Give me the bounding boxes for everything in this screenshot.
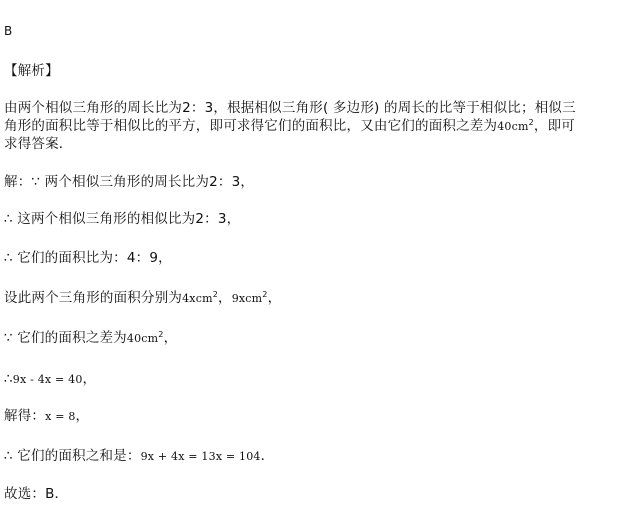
intro-line-2-tail: ，即可 (533, 118, 575, 134)
area-difference-value: 40cm (497, 120, 529, 133)
step-6-tail: ， (82, 371, 97, 387)
solution-step-3: ∴ 它们的面积比为：4：9， (4, 250, 172, 266)
solution-step-6 (4, 370, 96, 389)
step-7-text: 解得： (4, 408, 46, 424)
solution-step-2: ∴ 这两个相似三角形的相似比为2：3， (4, 211, 241, 227)
step-7-tail: ， (75, 408, 90, 424)
area-b-exponent: 2 (262, 290, 268, 299)
area-a-exponent: 2 (212, 290, 218, 299)
area-a-expression: 4xcm (182, 292, 213, 305)
solution-step-4 (4, 289, 281, 308)
step-6-equation: 9x - 4x = 40 (12, 373, 83, 386)
step-5-math: 40cm (126, 332, 159, 345)
solution-step-7 (4, 407, 89, 426)
answer-label: B (4, 24, 13, 38)
conclusion: 故选：B． (4, 486, 69, 502)
analysis-heading: 【解析】 (4, 63, 59, 79)
step-4-separator: ， (218, 290, 232, 306)
step-8-equation: 9x + 4x = 13x = 104 (140, 450, 261, 463)
solution-step-1: 解：∵ 两个相似三角形的周长比为2：3， (4, 174, 255, 190)
step-5-tail: ， (163, 330, 178, 346)
step-8-tail: ． (260, 448, 275, 464)
therefore-symbol: ∴ (4, 371, 13, 387)
area-b-expression: 9xcm (231, 292, 263, 305)
step-7-equation: x = 8 (45, 410, 76, 423)
intro-line-3: 求得答案． (4, 136, 73, 152)
solution-step-8 (4, 447, 274, 466)
intro-line-2-text: 角形的面积比等于相似比的平方，即可求得它们的面积比，又由它们的面积之差为 (4, 118, 498, 134)
step-4-text: 设此两个三角形的面积分别为 (4, 290, 183, 306)
area-difference-exponent: 2 (528, 118, 534, 127)
intro-line-2 (4, 117, 575, 136)
intro-line-1: 由两个相似三角形的周长比为2：3，根据相似三角形( 多边形) 的周长的比等于相似比；相似三 (4, 100, 576, 116)
solution-step-5 (4, 329, 177, 348)
step-5-text: ∵ 它们的面积之差为 (4, 330, 127, 346)
step-5-exponent: 2 (158, 330, 164, 339)
step-8-text: ∴ 它们的面积之和是： (4, 448, 141, 464)
step-4-tail: ， (267, 290, 282, 306)
